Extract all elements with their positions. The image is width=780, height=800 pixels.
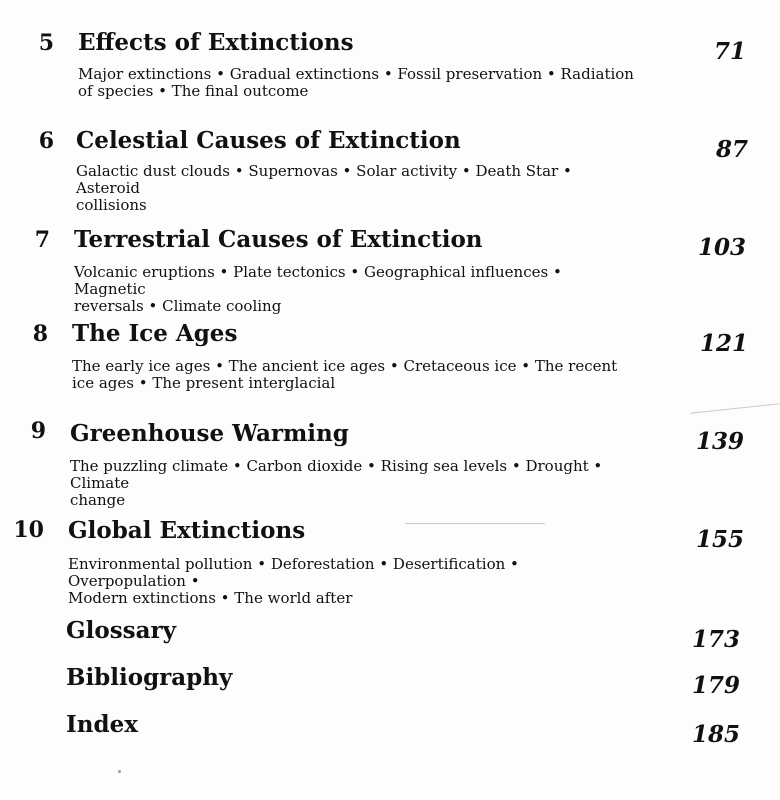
chapter-number: 7 [34,227,50,253]
chapter-topics-line: reversals • Climate cooling [74,297,282,315]
chapter-title: Effects of Extinctions [78,29,354,56]
chapter-topics [76,163,636,214]
chapter-topics-line: collisions [76,196,147,214]
chapter-topics-line: Galactic dust clouds • Supernovas • Solar activity • Death Star • Asteroid [76,162,572,197]
chapter-number: 5 [38,30,54,56]
chapter-topics-line: change [70,491,126,509]
chapter-number: 10 [13,517,44,543]
chapter-topics-line: of species • The final outcome [78,82,309,100]
chapter-topics [74,264,634,315]
chapter-topics [72,358,632,392]
chapter-topics-line: The puzzling climate • Carbon dioxide • Rising sea levels • Drought • Climate [70,457,603,492]
chapter-page: 87 [715,136,748,163]
back-matter-title: Bibliography [66,664,233,691]
chapter-number: 8 [32,321,48,347]
chapter-topics-line: The early ice ages • The ancient ice ages • Cretaceous ice • The recent [72,357,618,375]
back-matter-title: Glossary [66,617,177,644]
chapter-page: 155 [695,526,744,553]
back-matter-page: 179 [691,672,740,699]
chapter-page: 71 [713,38,746,65]
scan-speck [118,770,121,773]
chapter-topics-line: ice ages • The present interglacial [72,374,336,392]
chapter-topics-line: Volcanic eruptions • Plate tectonics • Geographical influences • Magnetic [74,263,562,298]
back-matter-page: 185 [691,721,740,748]
chapter-number: 9 [30,418,46,444]
chapter-title: Celestial Causes of Extinction [76,127,461,154]
chapter-page: 103 [697,234,746,261]
chapter-title: Greenhouse Warming [70,420,349,447]
back-matter-title: Index [66,711,138,738]
chapter-number: 6 [38,128,54,154]
scan-artifact-line [690,403,780,413]
chapter-topics [70,458,630,509]
chapter-title: Global Extinctions [68,517,306,544]
chapter-topics [78,66,638,100]
chapter-topics [68,556,628,607]
chapter-page: 121 [699,330,748,357]
chapter-title: Terrestrial Causes of Extinction [74,226,483,253]
scan-artifact-line [405,523,545,524]
chapter-page: 139 [695,428,744,455]
chapter-title: The Ice Ages [72,320,238,347]
back-matter-page: 173 [691,626,740,653]
chapter-topics-line: Major extinctions • Gradual extinctions • Fossil preservation • Radiation [78,65,634,83]
chapter-topics-line: Environmental pollution • Deforestation • Desertification • Overpopulation • [68,555,519,590]
chapter-topics-line: Modern extinctions • The world after [68,589,353,607]
